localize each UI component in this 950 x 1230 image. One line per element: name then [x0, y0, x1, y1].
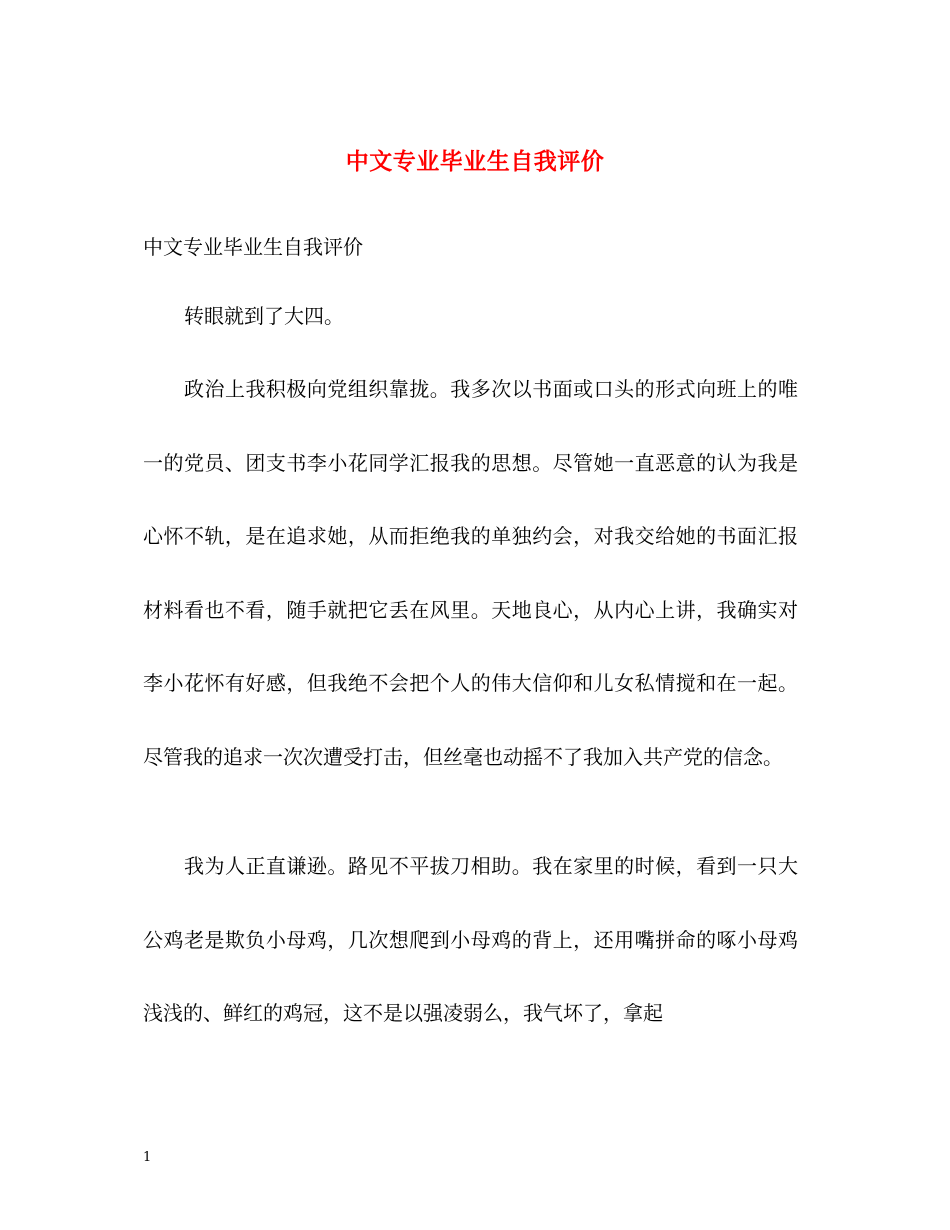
- paragraph-1: 转眼就到了大四。: [184, 304, 344, 328]
- paragraph-2: 政治上我积极向党组织靠拢。我多次以书面或口头的形式向班上的唯一的党员、团支书李小花同学汇报我的思想。尽管她一直恶意的认为我是心怀不轨，是在追求她，从而拒绝我的单独约会，对我交给她的书面汇报材料看也不看，随手就把它丢在风里。天地良心，从内心上讲，我确实对李小花怀有好感，但我绝不会把个人的伟大信仰和儿女私情搅和在一起。尽管我的追求一次次遭受打击，但丝毫也动摇不了我加入共产党的信念。: [143, 377, 798, 769]
- document-subtitle: 中文专业毕业生自我评价: [143, 235, 363, 259]
- document-title: 中文专业毕业生自我评价: [345, 148, 605, 175]
- page-number: 1: [143, 1150, 152, 1165]
- paragraph-3: 我为人正直谦逊。路见不平拔刀相助。我在家里的时候，看到一只大公鸡老是欺负小母鸡，几次想爬到小母鸡的背上，还用嘴拼命的啄小母鸡浅浅的、鲜红的鸡冠，这不是以强凌弱么，我气坏了，拿起: [143, 854, 798, 1025]
